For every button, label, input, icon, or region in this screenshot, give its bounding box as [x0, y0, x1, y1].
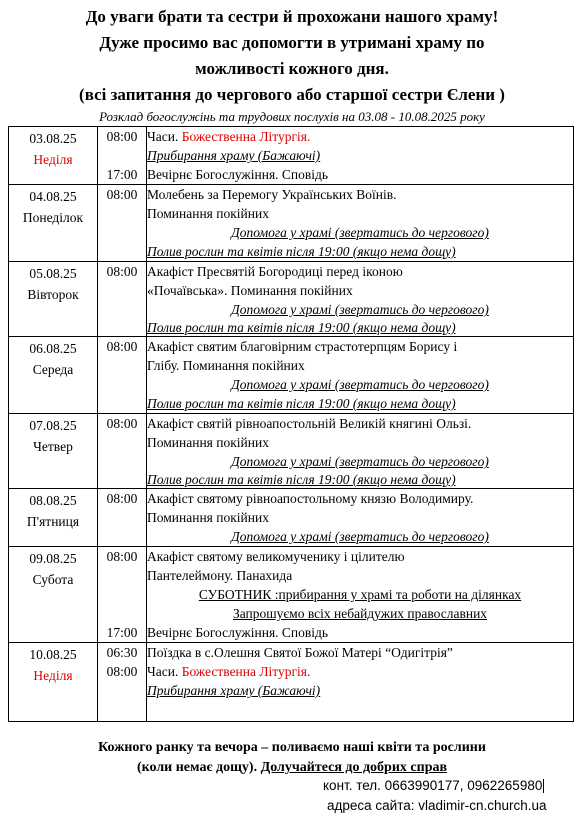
- date: 07.08.25: [29, 418, 77, 433]
- schedule-row: [9, 414, 574, 489]
- contact-phones-text: конт. тел. 0663990177, 0962265980: [323, 778, 543, 793]
- events-cell: [147, 127, 574, 185]
- event-text: Полив рослин та квітів після 19:00 (якщо нема дощу): [147, 472, 456, 487]
- footer-line-1: Кожного ранку та вечора – поливаємо наші квіти та рослини: [98, 740, 486, 755]
- weekday: Субота: [32, 572, 74, 587]
- events-cell: [147, 547, 574, 643]
- event-text: Вечірнє Богослужіння. Сповідь: [147, 625, 329, 640]
- date-cell: [9, 185, 98, 262]
- footer-call-to-action: Долучайтеся до добрих справ: [260, 760, 448, 775]
- date: 08.08.25: [29, 493, 77, 508]
- date: 03.08.25: [29, 131, 77, 146]
- date-cell: [9, 489, 98, 547]
- time-spacer: [98, 356, 146, 375]
- time-spacer: [98, 452, 146, 471]
- event-line: [147, 585, 573, 604]
- events-cell: [147, 489, 574, 547]
- event-line: [147, 281, 573, 300]
- time-cell: [98, 414, 147, 489]
- schedule-row: [9, 262, 574, 337]
- time-spacer: [98, 394, 146, 413]
- time-spacer: [98, 319, 146, 336]
- event-line: [147, 223, 573, 242]
- schedule-row: [9, 127, 574, 185]
- events-cell: [147, 337, 574, 414]
- event-line: [147, 394, 573, 413]
- time-spacer: [98, 508, 146, 527]
- schedule-table: [8, 126, 574, 722]
- time-cell: [98, 489, 147, 547]
- weekday: Четвер: [33, 439, 73, 454]
- event-line: [147, 300, 573, 319]
- date-cell: [9, 547, 98, 643]
- weekday: Середа: [32, 362, 74, 377]
- time: 08:00: [106, 187, 138, 202]
- time: 08:00: [106, 491, 138, 506]
- event-text: Допомога у храмі (звертатись до чергового): [231, 377, 489, 392]
- header-line-4: (всі запитання до чергового або старшої сестри Єлени ): [79, 85, 505, 104]
- event-line: [147, 604, 573, 623]
- time-cell: [98, 643, 147, 722]
- event-line: [147, 356, 573, 375]
- time: 08:00: [106, 416, 138, 431]
- event-line: [147, 433, 573, 452]
- event-text: Акафіст святому великомученику і цілителю: [147, 549, 405, 564]
- event-text: Поминання покійних: [147, 435, 269, 450]
- time-spacer: [98, 204, 146, 223]
- event-line: [147, 527, 573, 546]
- event-line: [147, 165, 573, 184]
- event-text: Вечірнє Богослужіння. Сповідь: [147, 167, 329, 182]
- event-text: Молебень за Перемогу Українських Воїнів.: [147, 187, 397, 202]
- event-text: Поїздка в с.Олешня Святої Божої Матері “Одигітрія”: [147, 645, 453, 660]
- event-line: [147, 508, 573, 527]
- time-spacer: [98, 471, 146, 488]
- text-cursor: [543, 779, 544, 793]
- time-spacer: [98, 242, 146, 261]
- time-spacer: [98, 585, 146, 604]
- event-text: Поминання покійних: [147, 206, 269, 221]
- time-cell: [98, 262, 147, 337]
- event-line: [147, 547, 573, 566]
- event-line: [147, 414, 573, 433]
- date: 05.08.25: [29, 266, 77, 281]
- contact-phones[interactable]: [323, 777, 544, 795]
- event-line: [147, 204, 573, 223]
- date: 10.08.25: [29, 647, 77, 662]
- date: 04.08.25: [29, 189, 77, 204]
- event-text: Полив рослин та квітів після 19:00 (якщо нема дощу): [147, 320, 456, 335]
- header-line-2: Дуже просимо вас допомогти в утримані храму по: [99, 33, 485, 52]
- schedule-row: [9, 185, 574, 262]
- schedule-row: [9, 489, 574, 547]
- event-text: Пантелеймону. Панахида: [147, 568, 293, 583]
- time: 17:00: [106, 625, 138, 640]
- time: 06:30: [106, 645, 138, 660]
- time: 08:00: [106, 549, 138, 564]
- date-cell: [9, 414, 98, 489]
- event-text: Запрошуємо всіх небайдужих православних: [232, 606, 488, 621]
- schedule-row: [9, 547, 574, 643]
- event-line: [147, 185, 573, 204]
- date: 09.08.25: [29, 551, 77, 566]
- event-text: Акафіст святій рівноапостольній Великій княгині Ользі.: [147, 416, 472, 431]
- event-text: Полив рослин та квітів після 19:00 (якщо нема дощу): [147, 244, 456, 259]
- event-text: Прибирання храму (Бажаючі): [147, 148, 321, 163]
- event-line: [147, 452, 573, 471]
- event-line: [147, 643, 573, 662]
- event-line: [147, 127, 573, 146]
- weekday: Неділя: [33, 152, 73, 167]
- event-text: Поминання покійних: [147, 510, 269, 525]
- time-spacer: [98, 281, 146, 300]
- event-text: Полив рослин та квітів після 19:00 (якщо нема дощу): [147, 396, 456, 411]
- event-text: Акафіст святому рівноапостольному князю Володимиру.: [147, 491, 474, 506]
- event-line: [147, 242, 573, 261]
- time: 17:00: [106, 167, 138, 182]
- event-line: [147, 681, 573, 700]
- time-spacer: [98, 300, 146, 319]
- time-spacer: [98, 527, 146, 546]
- time-cell: [98, 127, 147, 185]
- time: 08:00: [106, 664, 138, 679]
- weekday: Неділя: [33, 668, 73, 683]
- date-cell: [9, 127, 98, 185]
- event-text: Прибирання храму (Бажаючі): [147, 683, 321, 698]
- event-prefix: Часи.: [147, 129, 182, 144]
- time-spacer: [98, 604, 146, 623]
- event-text: Допомога у храмі (звертатись до чергового): [231, 302, 489, 317]
- time-cell: [98, 337, 147, 414]
- events-cell: [147, 185, 574, 262]
- footer-note: (коли немає дощу).: [136, 760, 261, 775]
- footer-line-2: [0, 758, 584, 778]
- event-line: [147, 471, 573, 488]
- event-line: [147, 319, 573, 336]
- time: 08:00: [106, 339, 138, 354]
- event-text: Акафіст Пресвятій Богородиці перед іконою: [147, 264, 403, 279]
- schedule-subtitle: Розклад богослужінь та трудових послухів на 03.08 - 10.08.2025 року: [99, 109, 485, 124]
- events-cell: [147, 262, 574, 337]
- date-cell: [9, 262, 98, 337]
- event-text: Допомога у храмі (звертатись до чергового): [231, 529, 489, 544]
- schedule-row: [9, 643, 574, 722]
- event-text: «Почаївська». Поминання покійних: [147, 283, 353, 298]
- event-line: [147, 566, 573, 585]
- schedule-row: [9, 337, 574, 414]
- liturgy-highlight: Божественна Літургія.: [181, 664, 311, 679]
- event-line: [147, 375, 573, 394]
- event-line: [147, 337, 573, 356]
- time-spacer: [98, 375, 146, 394]
- event-line: [147, 623, 573, 642]
- time-spacer: [98, 146, 146, 165]
- events-cell: [147, 414, 574, 489]
- event-text: Акафіст святим благовірним страстотерпцям Борису і: [147, 339, 458, 354]
- header-line-1: До уваги брати та сестри й прохожани нашого храму!: [85, 7, 499, 26]
- event-text: Допомога у храмі (звертатись до чергового): [231, 454, 489, 469]
- date-cell: [9, 643, 98, 722]
- time: 08:00: [106, 129, 138, 144]
- event-line: [147, 262, 573, 281]
- event-line: [147, 489, 573, 508]
- event-line: [147, 146, 573, 165]
- row-spacer: [147, 700, 573, 721]
- time-cell: [98, 547, 147, 643]
- header-line-3: можливості кожного дня.: [195, 59, 389, 78]
- date: 06.08.25: [29, 341, 77, 356]
- date-cell: [9, 337, 98, 414]
- time-spacer: [98, 566, 146, 585]
- weekday: Понеділок: [22, 210, 84, 225]
- time-cell: [98, 185, 147, 262]
- time-spacer: [98, 223, 146, 242]
- event-text: СУБОТНИК :прибирання у храмі та роботи на ділянках: [198, 587, 522, 602]
- events-cell: [147, 643, 574, 722]
- event-prefix: Часи.: [147, 664, 182, 679]
- site-address: адреса сайта: vladimir-cn.church.ua: [327, 798, 547, 813]
- time: 08:00: [106, 264, 138, 279]
- weekday: Вівторок: [27, 287, 79, 302]
- liturgy-highlight: Божественна Літургія.: [181, 129, 311, 144]
- weekday: П'ятниця: [26, 514, 80, 529]
- event-text: Глібу. Поминання покійних: [147, 358, 305, 373]
- time-spacer: [98, 681, 146, 700]
- event-line: [147, 662, 573, 681]
- time-spacer: [98, 433, 146, 452]
- event-text: Допомога у храмі (звертатись до чергового): [231, 225, 489, 240]
